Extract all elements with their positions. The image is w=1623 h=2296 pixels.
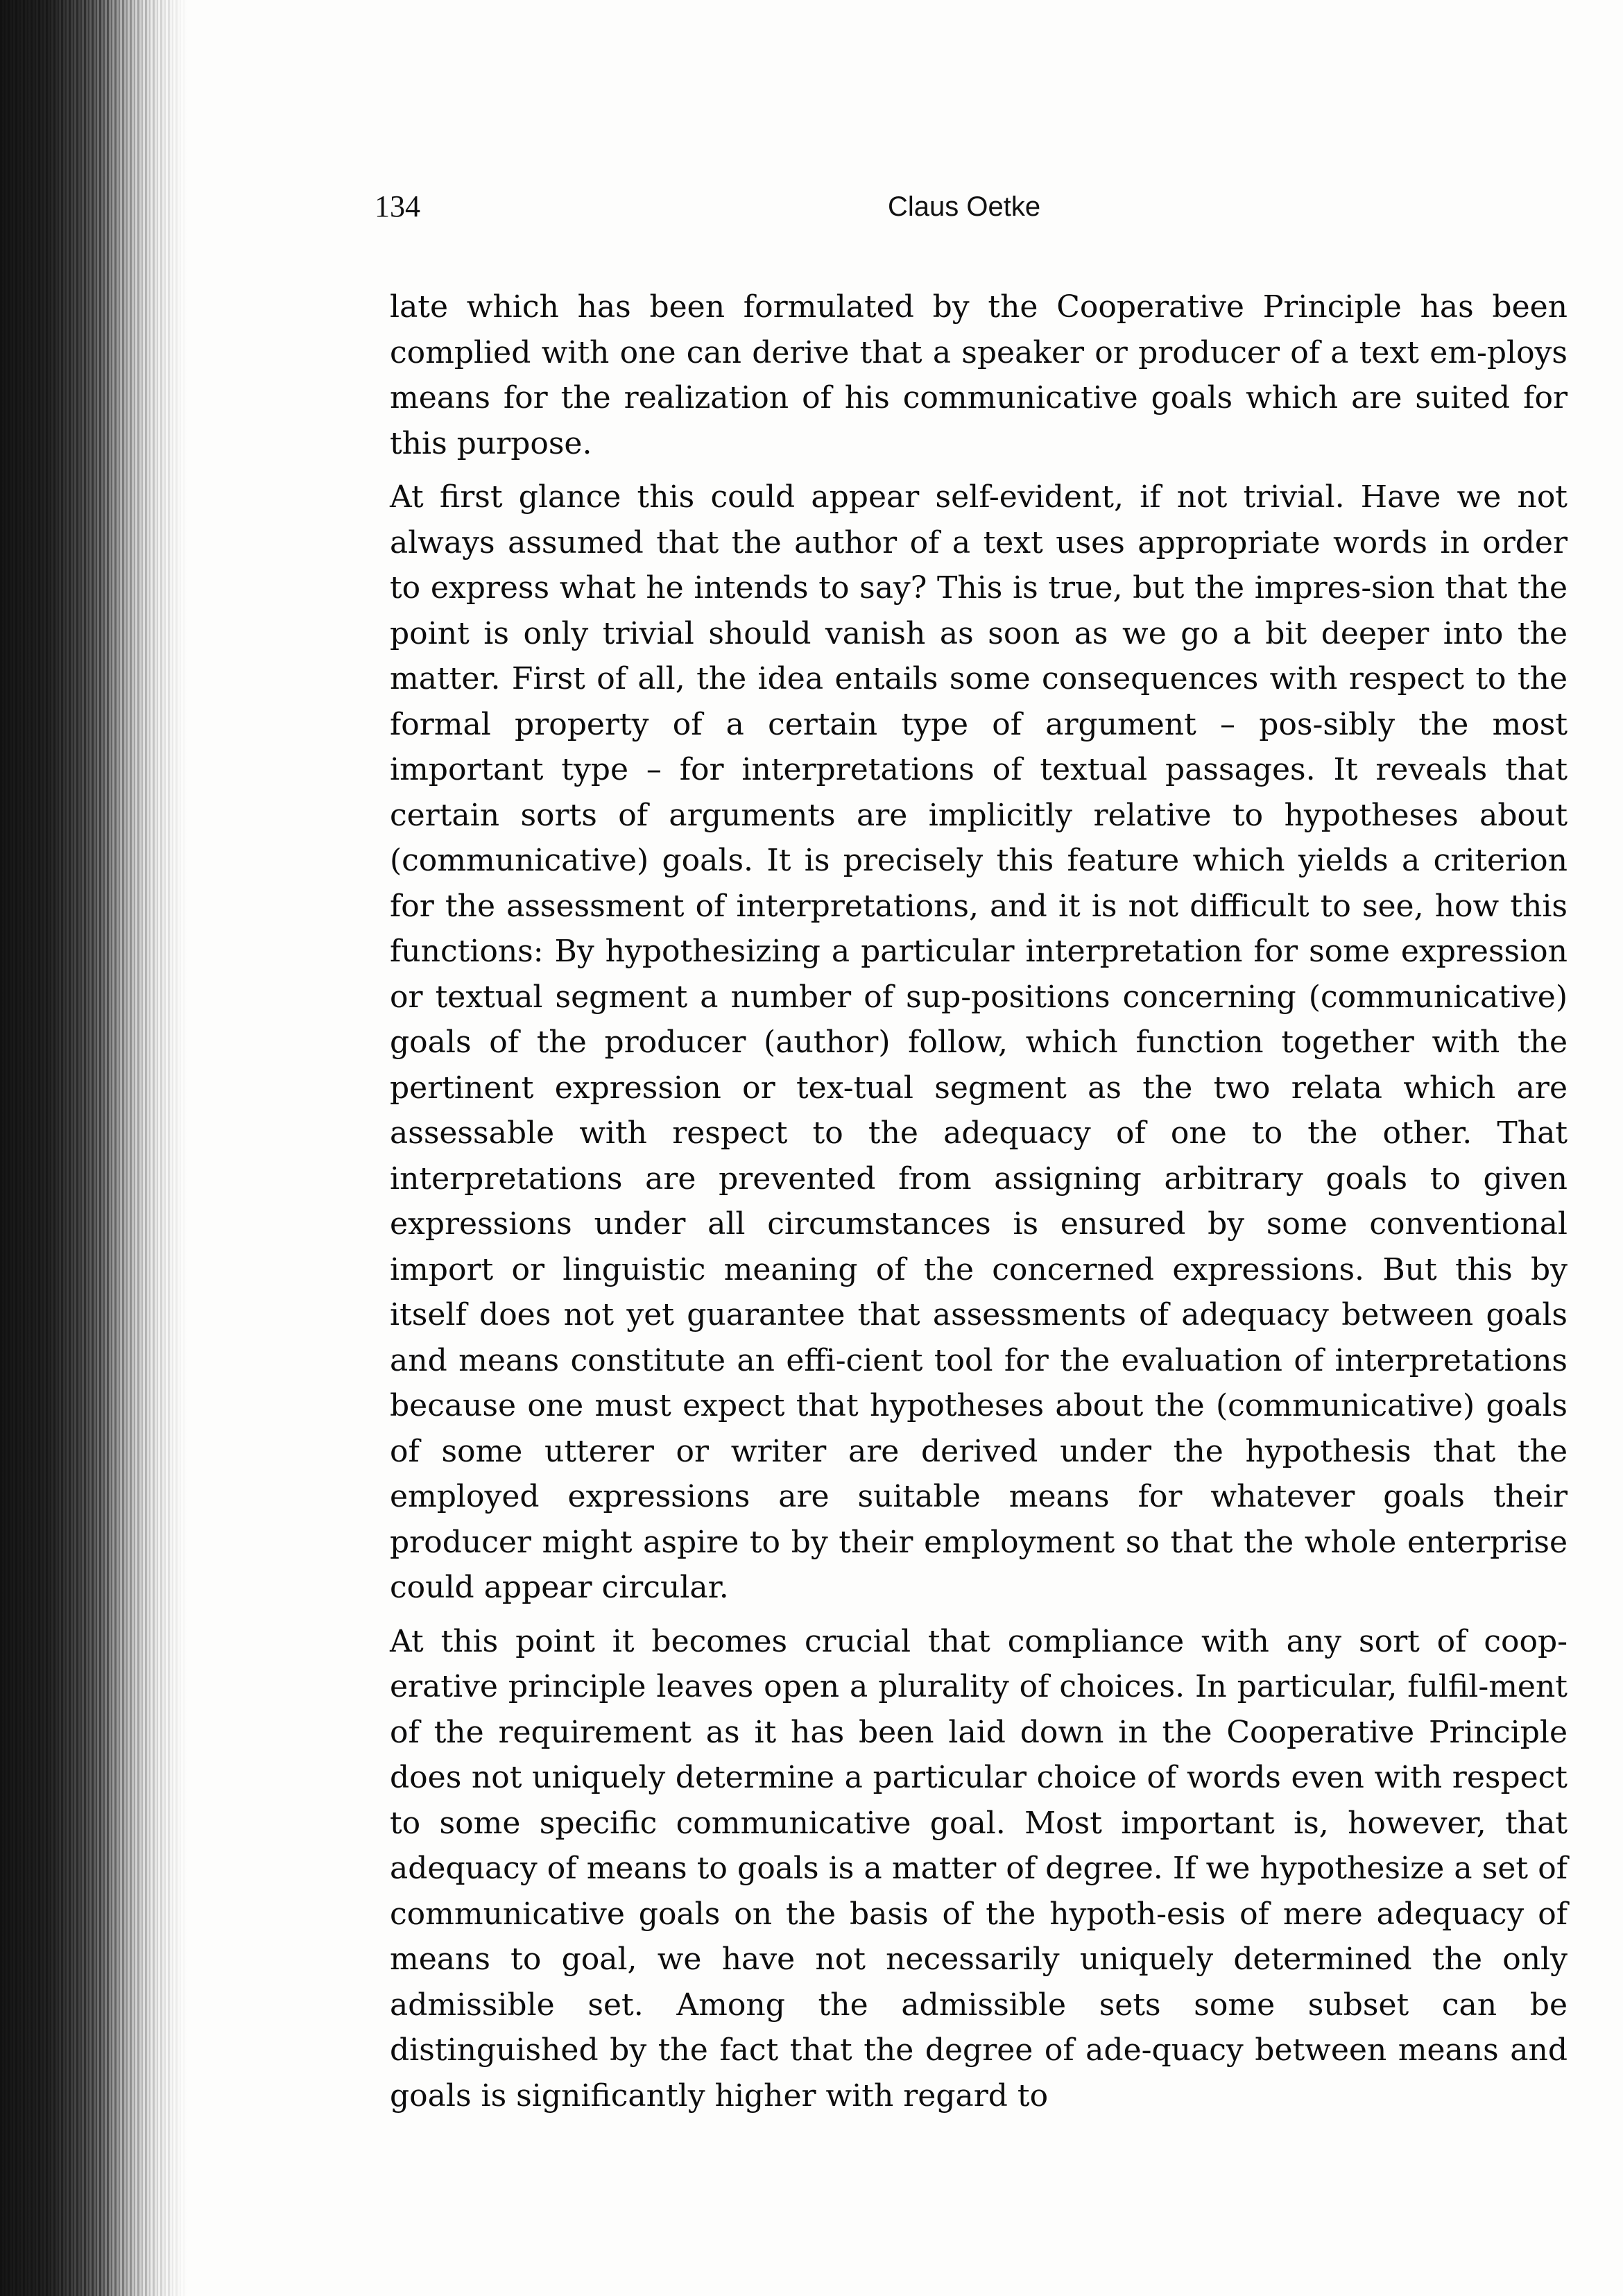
- paragraph: At this point it becomes crucial that compliance with any sort of coop-erative principle leaves open a plurality of choices. In particular, fulfil-ment of the requirement as it has been laid down in the Cooperative Principle does not uniquely determine a particular choice of words even with respect to some specific communicative goal. Most important is, however, that adequacy of means to goals is a matter of degree. If we hypothesize a set of communicative goals on the basis of the hypoth-esis of mere adequacy of means to goal, we have not necessarily uniquely determined the only admissible set. Among the admissible sets some subset can be distinguished by the fact that the degree of ade-quacy between means and goals is significantly higher with regard to: [390, 1623, 1568, 2114]
- running-head-author: Claus Oetke: [888, 191, 1041, 222]
- page-number: 134: [375, 189, 420, 223]
- binding-fade: [0, 0, 187, 2296]
- body-text: [390, 284, 1568, 2127]
- paragraph: At first glance this could appear self-evident, if not trivial. Have we not always assumed that the author of a text uses appropriate words in order to express what he intends to say? This is true, but the impres-sion that the point is only trivial should vanish as soon as we go a bit deeper into the matter. First of all, the idea entails some consequences with respect to the formal property of a certain type of argument – pos-sibly the most important type – for interpretations of textual passages. It reveals that certain sorts of arguments are implicitly relative to hypotheses about (communicative) goals. It is precisely this feature which yields a criterion for the assessment of interpretations, and it is not difficult to see, how this functions: By hypothesizing a particular interpretation for some expression or textual segment a number of sup-positions concerning (communicative) goals of the producer (author) follow, which function together with the pertinent expression or tex-tual segment as the two relata which are assessable with respect to the adequacy of one to the other. That interpretations are prevented from assigning arbitrary goals to given expressions under all circumstances is ensured by some conventional import or linguistic meaning of the concerned expressions. But this by itself does not yet guarantee that assessments of adequacy between goals and means constitute an effi-cient tool for the evaluation of interpretations because one must expect that hypotheses about the (communicative) goals of some utterer or writer are derived under the hypothesis that the employed expressions are suitable means for whatever goals their producer might aspire to by their employment so that the whole enterprise could appear circular.: [390, 479, 1568, 1605]
- running-head: [375, 189, 1568, 237]
- paragraph: late which has been formulated by the Cooperative Principle has been complied with one can derive that a speaker or producer of a text em-ploys means for the realization of his communicative goals which are suited for this purpose.: [390, 289, 1568, 461]
